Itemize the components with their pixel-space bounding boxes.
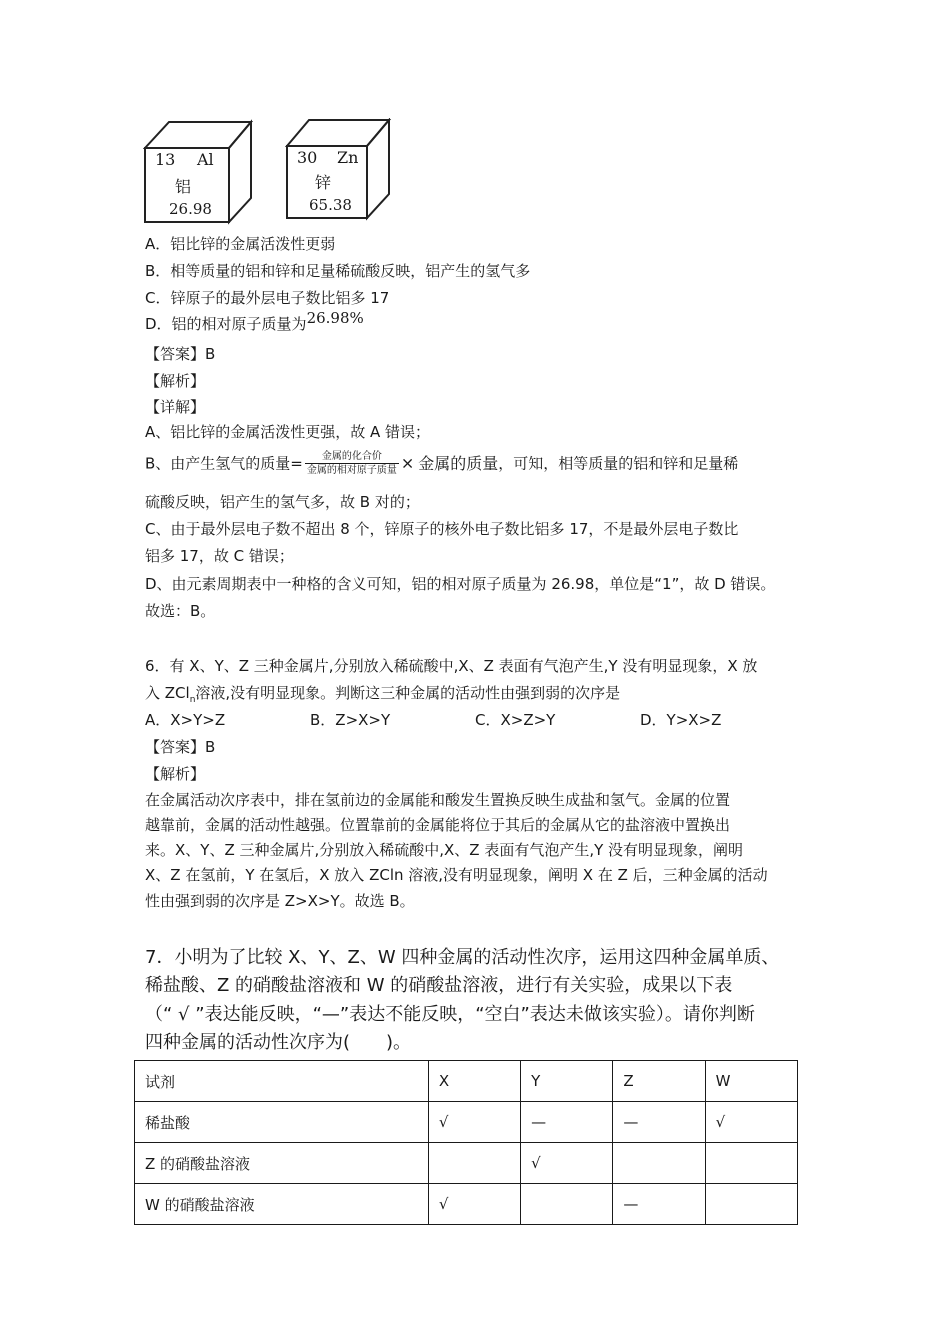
zinc-element-card xyxy=(285,118,395,222)
formula-suffix: ，可知，相等质量的铝和锌和足量稀 xyxy=(498,454,739,473)
hydrogen-mass-fraction xyxy=(305,450,399,477)
table-cell xyxy=(705,1184,797,1225)
q6-analysis-line4: X、Z 在氢前，Y 在氢后，X 放入 ZCln 溶液,没有明显现象，阐明 X 在 Z 后，三种金属的活动 xyxy=(145,866,768,884)
table-header-cell: W xyxy=(705,1061,797,1102)
q6-analysis-label: 【解析】 xyxy=(145,765,206,783)
formula-prefix: B、由产生氢气的质量= xyxy=(145,454,303,473)
q6-stem-line2 xyxy=(145,683,620,710)
table-cell xyxy=(705,1143,797,1184)
q6-option-b: B．Z>X>Y xyxy=(310,711,391,729)
table-cell xyxy=(521,1184,613,1225)
atomic-number: 13 xyxy=(155,150,176,169)
table-header-cell: Z xyxy=(613,1061,705,1102)
experiment-results-table xyxy=(134,1060,798,1225)
q6-answer-label: 【答案】B xyxy=(145,738,216,756)
table-cell: W 的硝酸盐溶液 xyxy=(135,1184,429,1225)
table-header-cell: Y xyxy=(521,1061,613,1102)
multiply-sign: × xyxy=(400,453,415,473)
option-d-label: D．铝的相对原子质量为 xyxy=(145,315,307,333)
answer-label: 【答案】B xyxy=(145,345,216,363)
table-cell: 稀盐酸 xyxy=(135,1102,429,1143)
element-symbol: Al xyxy=(197,150,214,169)
detail-label: 【详解】 xyxy=(145,398,206,416)
table-cell: √ xyxy=(705,1102,797,1143)
q6-option-a: A．X>Y>Z xyxy=(145,711,226,729)
table-row xyxy=(135,1102,798,1143)
table-header-cell: X xyxy=(428,1061,520,1102)
table-cell: √ xyxy=(521,1143,613,1184)
subscript-n: n xyxy=(189,695,196,705)
q6-analysis-line5: 性由强到弱的次序是 Z>X>Y。故选 B。 xyxy=(145,892,415,910)
q7-stem-line4: 四种金属的活动性次序为( )。 xyxy=(145,1032,412,1053)
element-symbol: Zn xyxy=(337,148,359,167)
detail-line-b xyxy=(145,450,738,477)
metal-mass-term: 金属的质量 xyxy=(418,453,499,473)
detail-line-d: D、由元素周期表中一种格的含义可知，铝的相对原子质量为 26.98，单位是“1”，故 D 错误。 xyxy=(145,575,776,593)
table-cell: √ xyxy=(428,1102,520,1143)
q7-stem-line2: 稀盐酸、Z 的硝酸盐溶液和 W 的硝酸盐溶液，进行有关实验，成果以下表 xyxy=(145,975,733,996)
aluminum-element-card xyxy=(143,118,253,226)
option-d xyxy=(145,309,364,334)
table-row xyxy=(135,1184,798,1225)
fraction-numerator: 金属的化合价 xyxy=(305,450,399,464)
detail-line-c: C、由于最外层电子数不超出 8 个，锌原子的核外电子数比铝多 17，不是最外层电子数比 xyxy=(145,520,739,538)
q6-option-d: D．Y>X>Z xyxy=(640,711,722,729)
detail-line-b2: 硫酸反映，铝产生的氢气多，故 B 对的； xyxy=(145,493,420,511)
table-cell: — xyxy=(613,1184,705,1225)
q6-analysis-line2: 越靠前，金属的活动性越强。位置靠前的金属能将位于其后的金属从它的盐溶液中置换出 xyxy=(145,816,731,834)
detail-line-c2: 铝多 17，故 C 错误； xyxy=(145,547,294,565)
element-name: 铝 xyxy=(175,177,192,196)
table-cell: √ xyxy=(428,1184,520,1225)
q6-analysis-line3: 来。X、Y、Z 三种金属片,分别放入稀硫酸中,X、Z 表面有气泡产生,Y 没有明显现象，阐明 xyxy=(145,841,744,859)
atomic-number: 30 xyxy=(297,148,318,167)
detail-line-a: A、铝比锌的金属活泼性更强，故 A 错误； xyxy=(145,423,431,441)
q7-stem-line3: （“ √ ”表达能反映，“—”表达不能反映，“空白”表达未做该实验）。请你判断 xyxy=(145,1004,755,1025)
element-name: 锌 xyxy=(315,173,332,192)
analysis-label: 【解析】 xyxy=(145,372,206,390)
option-c: C．锌原子的最外层电子数比铝多 17 xyxy=(145,289,390,307)
option-a: A．铝比锌的金属活泼性更弱 xyxy=(145,235,336,253)
q6-stem-line1: 6．有 X、Y、Z 三种金属片,分别放入稀硫酸中,X、Z 表面有气泡产生,Y 没有明显现象，X 放 xyxy=(145,657,758,675)
atomic-mass: 26.98 xyxy=(169,200,212,218)
fraction-denominator: 金属的相对原子质量 xyxy=(306,465,397,476)
q6-analysis-line1: 在金属活动次序表中，排在氢前边的金属能和酸发生置换反映生成盐和氢气。金属的位置 xyxy=(145,791,731,809)
option-b: B．相等质量的铝和锌和足量稀硫酸反映，铝产生的氢气多 xyxy=(145,262,531,280)
q7-stem-line1: 7．小明为了比较 X、Y、Z、W 四种金属的活动性次序，运用这四种金属单质、 xyxy=(145,947,780,968)
table-header-cell: 试剂 xyxy=(135,1061,429,1102)
table-cell: — xyxy=(613,1102,705,1143)
detail-conclusion: 故选：B。 xyxy=(145,602,216,620)
table-cell xyxy=(428,1143,520,1184)
q6-option-c: C．X>Z>Y xyxy=(475,711,556,729)
table-cell xyxy=(613,1143,705,1184)
table-cell: — xyxy=(521,1102,613,1143)
atomic-mass: 65.38 xyxy=(309,196,352,214)
table-header-row xyxy=(135,1061,798,1102)
q6-stem-line2-end: 溶液,没有明显现象。判断这三种金属的活动性由强到弱的次序是 xyxy=(195,684,621,702)
q6-stem-line2-start: 入 ZCl xyxy=(145,684,190,702)
table-row xyxy=(135,1143,798,1184)
option-d-value: 26.98% xyxy=(306,309,364,327)
table-cell: Z 的硝酸盐溶液 xyxy=(135,1143,429,1184)
